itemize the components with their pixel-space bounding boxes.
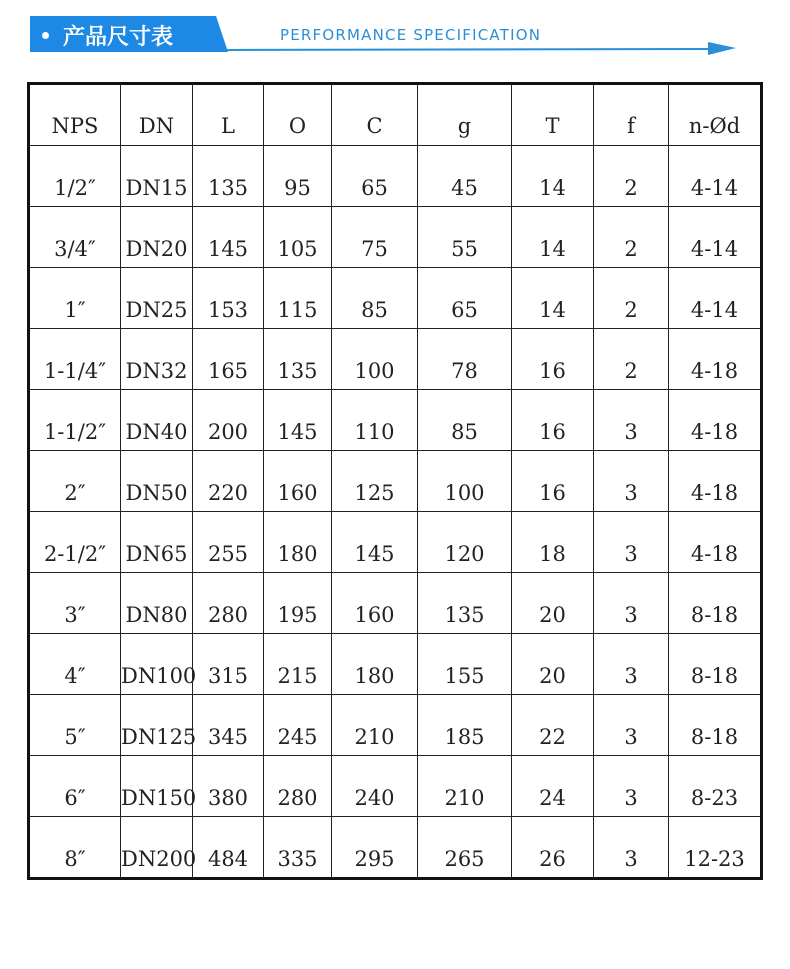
table-cell: 145: [193, 207, 264, 268]
table-cell: DN200: [121, 817, 193, 879]
table-cell: 8-18: [669, 573, 762, 634]
table-cell: 75: [332, 207, 418, 268]
column-header: L: [193, 84, 264, 146]
table-cell: 8″: [29, 817, 121, 879]
column-header: n-Ød: [669, 84, 762, 146]
table-cell: 4-18: [669, 390, 762, 451]
table-cell: 3: [594, 756, 669, 817]
arrow-right-icon: [708, 42, 736, 55]
table-cell: 220: [193, 451, 264, 512]
table-row: [29, 756, 762, 817]
table-cell: DN20: [121, 207, 193, 268]
table-row: [29, 329, 762, 390]
table-cell: 22: [512, 695, 594, 756]
table-cell: DN65: [121, 512, 193, 573]
table-cell: 110: [332, 390, 418, 451]
header-title-badge: [30, 16, 220, 54]
table-cell: 65: [332, 146, 418, 207]
table-cell: 3: [594, 695, 669, 756]
table-cell: 484: [193, 817, 264, 879]
table-cell: 160: [332, 573, 418, 634]
table-cell: 1″: [29, 268, 121, 329]
table-cell: 210: [332, 695, 418, 756]
header-title: 产品尺寸表: [63, 24, 174, 50]
table-row: [29, 817, 762, 879]
table-cell: 8-23: [669, 756, 762, 817]
table-cell: DN40: [121, 390, 193, 451]
table-cell: 135: [418, 573, 512, 634]
table-cell: 4-18: [669, 329, 762, 390]
column-header: DN: [121, 84, 193, 146]
table-row: [29, 451, 762, 512]
table-cell: 18: [512, 512, 594, 573]
table-cell: 265: [418, 817, 512, 879]
table-cell: 3: [594, 512, 669, 573]
column-header: g: [418, 84, 512, 146]
table-cell: 195: [264, 573, 332, 634]
table-cell: 2″: [29, 451, 121, 512]
table-cell: 145: [332, 512, 418, 573]
table-cell: 2: [594, 268, 669, 329]
table-cell: 78: [418, 329, 512, 390]
table-row: [29, 268, 762, 329]
table-cell: 160: [264, 451, 332, 512]
table-cell: 65: [418, 268, 512, 329]
table-cell: 210: [418, 756, 512, 817]
table-cell: 155: [418, 634, 512, 695]
table-cell: 8-18: [669, 695, 762, 756]
table-cell: 180: [264, 512, 332, 573]
table-cell: 295: [332, 817, 418, 879]
table-cell: 3: [594, 390, 669, 451]
table-cell: 100: [332, 329, 418, 390]
table-cell: 153: [193, 268, 264, 329]
table-cell: 3: [594, 573, 669, 634]
table-cell: 245: [264, 695, 332, 756]
table-cell: 1/2″: [29, 146, 121, 207]
table-cell: 12-23: [669, 817, 762, 879]
table-cell: 4-14: [669, 207, 762, 268]
table-cell: 135: [264, 329, 332, 390]
table-cell: 3: [594, 817, 669, 879]
table-cell: DN80: [121, 573, 193, 634]
table-cell: 5″: [29, 695, 121, 756]
column-header: T: [512, 84, 594, 146]
section-header: [0, 0, 790, 70]
table-cell: 14: [512, 146, 594, 207]
table-cell: 1-1/4″: [29, 329, 121, 390]
table-cell: DN125: [121, 695, 193, 756]
table-cell: 16: [512, 329, 594, 390]
table-cell: DN150: [121, 756, 193, 817]
table-body: [29, 146, 762, 879]
table-cell: 95: [264, 146, 332, 207]
table-cell: 145: [264, 390, 332, 451]
table-cell: 185: [418, 695, 512, 756]
table-cell: 55: [418, 207, 512, 268]
table-cell: 85: [332, 268, 418, 329]
table-cell: 4-18: [669, 512, 762, 573]
table-header-row: [29, 84, 762, 146]
table-cell: 100: [418, 451, 512, 512]
table-row: [29, 573, 762, 634]
table-cell: 240: [332, 756, 418, 817]
table-cell: 14: [512, 207, 594, 268]
table-cell: 3/4″: [29, 207, 121, 268]
table-cell: 255: [193, 512, 264, 573]
column-header: O: [264, 84, 332, 146]
table-cell: 115: [264, 268, 332, 329]
table-cell: 45: [418, 146, 512, 207]
table-cell: 3: [594, 634, 669, 695]
table-cell: 2: [594, 329, 669, 390]
table-cell: 2-1/2″: [29, 512, 121, 573]
table-cell: 335: [264, 817, 332, 879]
table-cell: 4-14: [669, 268, 762, 329]
table-row: [29, 146, 762, 207]
header-subtitle: PERFORMANCE SPECIFICATION: [280, 26, 542, 44]
table-cell: 16: [512, 390, 594, 451]
table-cell: 125: [332, 451, 418, 512]
table-cell: 85: [418, 390, 512, 451]
table-cell: DN25: [121, 268, 193, 329]
table-cell: 315: [193, 634, 264, 695]
table-cell: DN100: [121, 634, 193, 695]
table-cell: 345: [193, 695, 264, 756]
table-cell: 26: [512, 817, 594, 879]
table-cell: 2: [594, 146, 669, 207]
table-cell: 16: [512, 451, 594, 512]
table-cell: 105: [264, 207, 332, 268]
table-row: [29, 634, 762, 695]
table-cell: DN15: [121, 146, 193, 207]
table-cell: 120: [418, 512, 512, 573]
table-cell: 135: [193, 146, 264, 207]
table-cell: 20: [512, 573, 594, 634]
table-cell: 1-1/2″: [29, 390, 121, 451]
column-header: f: [594, 84, 669, 146]
table-cell: 280: [264, 756, 332, 817]
table-cell: 215: [264, 634, 332, 695]
table-cell: 4″: [29, 634, 121, 695]
table-row: [29, 695, 762, 756]
table-row: [29, 512, 762, 573]
table-cell: 6″: [29, 756, 121, 817]
spec-table: [27, 82, 763, 880]
table-cell: DN50: [121, 451, 193, 512]
bullet-icon: [42, 32, 49, 39]
table-cell: DN32: [121, 329, 193, 390]
table-cell: 200: [193, 390, 264, 451]
table-cell: 280: [193, 573, 264, 634]
table-row: [29, 207, 762, 268]
table-cell: 20: [512, 634, 594, 695]
table-cell: 3: [594, 451, 669, 512]
table-cell: 2: [594, 207, 669, 268]
column-header: NPS: [29, 84, 121, 146]
table-cell: 24: [512, 756, 594, 817]
table-row: [29, 390, 762, 451]
column-header: C: [332, 84, 418, 146]
table-cell: 4-18: [669, 451, 762, 512]
table-cell: 8-18: [669, 634, 762, 695]
table-cell: 14: [512, 268, 594, 329]
table-cell: 380: [193, 756, 264, 817]
table-cell: 4-14: [669, 146, 762, 207]
table-cell: 3″: [29, 573, 121, 634]
table-cell: 165: [193, 329, 264, 390]
table-cell: 180: [332, 634, 418, 695]
